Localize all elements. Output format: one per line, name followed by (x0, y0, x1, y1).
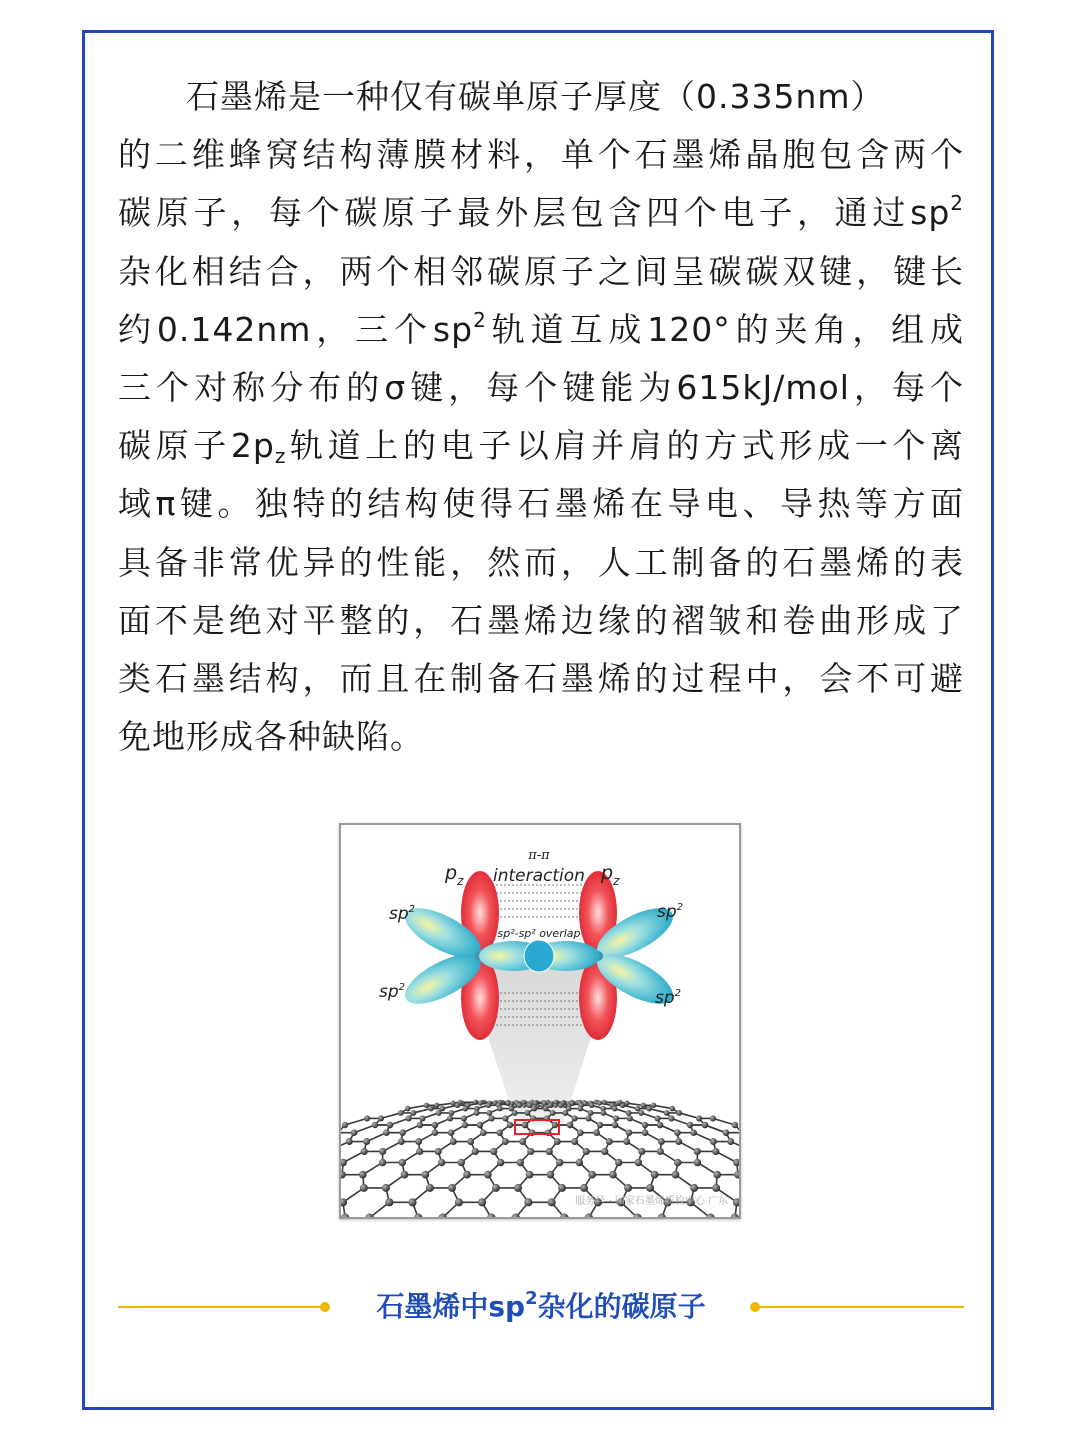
lattice-atom (424, 1103, 429, 1108)
lattice-atom (359, 1171, 367, 1179)
paragraph-line: 具备非常优异的性能，然而，人工制备的石墨烯的表 (118, 542, 964, 582)
body-paragraph (118, 68, 964, 766)
lattice-atom (583, 1148, 590, 1155)
lattice-atom (527, 1148, 534, 1155)
lattice-atom (732, 1122, 738, 1128)
lattice-atom (646, 1106, 652, 1112)
lattice-atom (438, 1159, 445, 1166)
lattice-atom (664, 1110, 670, 1116)
paragraph-line: 域π键。独特的结构使得石墨烯在导电、导热等方面 (118, 484, 964, 524)
lattice-atom (526, 1171, 534, 1179)
lattice-atom (341, 1214, 349, 1217)
lattice-atom (365, 1214, 373, 1217)
lattice-atom (642, 1122, 648, 1128)
lattice-atom (489, 1115, 495, 1121)
lattice-atom (379, 1148, 386, 1155)
lattice-atom (448, 1110, 454, 1116)
paragraph-line: 杂化相结合，两个相邻碳原子之间呈碳碳双键，键长 (118, 251, 964, 291)
lattice-atom (378, 1115, 384, 1121)
lattice-atom (517, 1159, 524, 1166)
lattice-atom (502, 1138, 509, 1145)
lattice-atom (428, 1106, 434, 1112)
lattice-atom (723, 1129, 730, 1136)
lattice-atom (702, 1122, 708, 1128)
lattice-atom (448, 1184, 456, 1192)
lattice-atom (733, 1159, 739, 1166)
lattice-atom (527, 1103, 532, 1108)
lattice-atom (627, 1115, 633, 1121)
lattice-atom (450, 1138, 457, 1145)
lattice-atom (524, 1198, 532, 1206)
lattice-atom (398, 1110, 404, 1116)
lattice-atom (490, 1148, 497, 1155)
lattice-atom (383, 1129, 390, 1136)
lattice-atom (342, 1122, 348, 1128)
lattice-bond (679, 1113, 699, 1118)
lattice-atom (710, 1138, 717, 1145)
lattice-atom (727, 1138, 734, 1145)
interaction-label: interaction (493, 866, 585, 886)
lattice-atom (734, 1171, 739, 1179)
lattice-atom (567, 1122, 573, 1128)
lattice-atom (387, 1122, 393, 1128)
lattice-atom (612, 1122, 618, 1128)
lattice-atom (346, 1138, 353, 1145)
lattice-atom (554, 1104, 558, 1108)
lattice-atom (612, 1106, 618, 1112)
sp2-label-lower-left: $sp^2$ (379, 982, 406, 1002)
lattice-atom (710, 1115, 716, 1121)
lattice-atom (547, 1198, 555, 1206)
lattice-atom (580, 1184, 588, 1192)
lattice-atom (341, 1171, 346, 1179)
lattice-atom (642, 1129, 649, 1136)
lattice-atom (398, 1138, 405, 1145)
sp2-label-lower-right: $sp^2$ (655, 988, 682, 1008)
lattice-atom (522, 1100, 527, 1105)
paragraph-line: 三个对称分布的σ键，每个键能为615kJ/mol，每个 (118, 368, 964, 408)
lattice-atom (542, 1101, 547, 1106)
lattice-atom (401, 1171, 409, 1179)
lattice-atom (408, 1198, 416, 1206)
lattice-atom (533, 1101, 538, 1106)
lattice-atom (694, 1148, 701, 1155)
lattice-atom (597, 1101, 602, 1106)
lattice-atom (556, 1159, 563, 1166)
lattice-atom (554, 1138, 561, 1145)
lattice-atom (458, 1159, 465, 1166)
lattice-atom (379, 1159, 386, 1166)
lattice-atom (360, 1184, 368, 1192)
lattice-atom (606, 1138, 613, 1145)
lattice-atom (502, 1115, 508, 1121)
lattice-atom (497, 1159, 504, 1166)
lattice-atom (641, 1103, 646, 1108)
figure-caption-row (118, 1285, 964, 1329)
figure-caption: 石墨烯中$sp^2$杂化的碳原子 (376, 1288, 706, 1323)
lattice-atom (473, 1100, 478, 1105)
lattice-atom (588, 1171, 596, 1179)
lattice-atom (588, 1110, 594, 1116)
lattice-atom (593, 1129, 600, 1136)
lattice-atom (600, 1110, 606, 1116)
lattice-atom (472, 1148, 479, 1155)
lattice-atom (543, 1106, 549, 1112)
lattice-atom (414, 1214, 422, 1217)
lattice-atom (690, 1129, 697, 1136)
lattice-atom (657, 1148, 664, 1155)
lattice-atom (486, 1103, 491, 1108)
lattice-atom (462, 1106, 468, 1112)
lattice-atom (372, 1122, 378, 1128)
lattice-atom (577, 1106, 583, 1112)
lattice-atom (416, 1148, 423, 1155)
lattice-atom (597, 1122, 603, 1128)
pz-label-left: $p_z$ (445, 862, 464, 888)
lattice-atom (531, 1106, 537, 1112)
lattice-atom (687, 1122, 693, 1128)
lattice-atom (569, 1101, 574, 1106)
lattice-atom (601, 1148, 608, 1155)
lattice-bond (705, 1125, 726, 1133)
lattice-atom (455, 1198, 463, 1206)
lattice-atom (341, 1159, 347, 1166)
paragraph-line: 约0.142nm，三个$sp^2$轨道互成120°的夹角，组成 (118, 307, 964, 349)
lattice-atom (505, 1101, 510, 1106)
lattice-atom (617, 1100, 622, 1105)
lattice-atom (477, 1122, 483, 1128)
lattice-atom (712, 1148, 719, 1155)
lattice-atom (415, 1138, 422, 1145)
lattice-atom (651, 1171, 659, 1179)
paragraph-line: 免地形成各种缺陷。 (118, 717, 424, 757)
lattice-atom (613, 1115, 619, 1121)
lattice-atom (690, 1184, 698, 1192)
lattice-atom (478, 1198, 486, 1206)
lattice-atom (550, 1110, 556, 1116)
lattice-atom (497, 1106, 503, 1112)
orbital-diagram (341, 825, 739, 1217)
lattice-atom (507, 1122, 513, 1128)
lattice-atom (361, 1148, 368, 1155)
lattice-bond (354, 1125, 375, 1133)
lattice-atom (713, 1171, 721, 1179)
lattice-atom (658, 1214, 666, 1217)
lattice-atom (576, 1159, 583, 1166)
lattice-atom (545, 1129, 552, 1136)
paragraph-line: 面不是绝对平整的，石墨烯边缘的褶皱和卷曲形成了 (118, 600, 964, 640)
lattice-atom (519, 1138, 526, 1145)
lattice-atom (486, 1110, 492, 1116)
lattice-atom (351, 1129, 358, 1136)
lattice-atom (577, 1129, 584, 1136)
lattice-atom (480, 1129, 487, 1136)
lattice-atom (435, 1148, 442, 1155)
lattice-atom (455, 1103, 460, 1108)
lattice-atom (514, 1184, 522, 1192)
lattice-atom (426, 1184, 434, 1192)
lattice-atom (529, 1129, 536, 1136)
lattice-atom (585, 1115, 591, 1121)
lattice-atom (674, 1129, 681, 1136)
lattice-atom (668, 1115, 674, 1121)
pz-label-right: $p_z$ (601, 862, 620, 888)
lattice-atom (522, 1122, 528, 1128)
lattice-atom (674, 1159, 681, 1166)
paragraph-line: 类石墨结构，而且在制备石墨烯的过程中，会不可避 (118, 659, 964, 699)
lattice-atom (417, 1122, 423, 1128)
lattice-atom (463, 1171, 471, 1179)
lattice-atom (571, 1138, 578, 1145)
lattice-atom (638, 1110, 644, 1116)
lattice-atom (562, 1110, 568, 1116)
pi-pi-label: π-π (528, 848, 550, 863)
lattice-atom (626, 1129, 633, 1136)
lattice-atom (478, 1101, 483, 1106)
lattice-atom (406, 1115, 412, 1121)
lattice-atom (623, 1138, 630, 1145)
paragraph-line: 的二维蜂窝结构薄膜材料，单个石墨烯晶胞包含两个 (118, 135, 964, 175)
sp2-label-upper-left: $sp^2$ (389, 904, 416, 924)
lattice-atom (638, 1148, 645, 1155)
sp2-orbital-figure (339, 823, 741, 1219)
lattice-atom (712, 1184, 720, 1192)
watermark: 服务号 · 国家石墨烯质检中心 广东 (575, 1196, 728, 1207)
lattice-atom (626, 1110, 632, 1116)
lattice-atom (399, 1129, 406, 1136)
lattice-atom (572, 1115, 578, 1121)
lattice-atom (694, 1159, 701, 1166)
lattice-atom (706, 1214, 714, 1217)
lattice-atom (589, 1103, 594, 1108)
lattice-atom (635, 1159, 642, 1166)
sp2-overlap-region (479, 940, 600, 972)
lattice-atom (731, 1214, 739, 1217)
lattice-atom (676, 1110, 682, 1116)
lattice-atom (436, 1110, 442, 1116)
lattice-atom (672, 1171, 680, 1179)
lattice-atom (654, 1115, 660, 1121)
lattice-bond (381, 1113, 401, 1118)
lattice-atom (364, 1115, 370, 1121)
lattice-atom (524, 1110, 530, 1116)
lattice-atom (462, 1122, 468, 1128)
lattice-atom (675, 1138, 682, 1145)
paragraph-line: 碳原子$2p_z$轨道上的电子以肩并肩的方式形成一个离 (118, 426, 965, 469)
lattice-atom (496, 1129, 503, 1136)
lattice-atom (447, 1115, 453, 1121)
lattice-atom (696, 1115, 702, 1121)
lattice-atom (474, 1110, 480, 1116)
lattice-atom (552, 1122, 558, 1128)
lattice-bond (408, 1105, 427, 1108)
lattice-atom (512, 1110, 518, 1116)
lattice-atom (405, 1106, 411, 1112)
lattice-atom (363, 1138, 370, 1145)
lattice-atom (421, 1171, 429, 1179)
lattice-atom (385, 1198, 393, 1206)
paragraph-line: 石墨烯是一种仅有碳单原子厚度（0.335nm） (186, 77, 885, 116)
overlap-label: sp²-sp² overlap (497, 927, 581, 940)
lattice-atom (432, 1129, 439, 1136)
sp2-label-upper-right: $sp^2$ (657, 902, 684, 922)
lattice-atom (602, 1100, 607, 1105)
lattice-atom (492, 1184, 500, 1192)
lattice-atom (658, 1138, 665, 1145)
lattice-atom (548, 1103, 553, 1108)
paragraph-line: 碳原子，每个碳原子最外层包含四个电子，通过$sp^2$ (118, 191, 964, 233)
lattice-atom (624, 1101, 629, 1106)
lattice-atom (434, 1103, 439, 1108)
lattice-atom (624, 1184, 632, 1192)
lattice-atom (382, 1184, 390, 1192)
lattice-atom (467, 1138, 474, 1145)
lattice-atom (657, 1122, 663, 1128)
lattice-atom (432, 1122, 438, 1128)
lattice-atom (558, 1103, 563, 1108)
lattice-atom (546, 1148, 553, 1155)
lattice-atom (669, 1106, 675, 1112)
lattice-atom (609, 1171, 617, 1179)
lattice-atom (461, 1115, 467, 1121)
lattice-atom (517, 1103, 522, 1108)
lattice-atom (410, 1110, 416, 1116)
lattice-atom (646, 1184, 654, 1192)
lattice-atom (448, 1129, 455, 1136)
caption-divider-right (758, 1306, 964, 1308)
lattice-bond (345, 1118, 367, 1125)
lattice-atom (419, 1115, 425, 1121)
lattice-atom (558, 1184, 566, 1192)
lattice-atom (399, 1159, 406, 1166)
lattice-atom (484, 1171, 492, 1179)
lattice-bond (654, 1105, 673, 1108)
lattice-atom (615, 1159, 622, 1166)
lattice-atom (651, 1103, 656, 1108)
lattice-atom (547, 1171, 555, 1179)
lattice-bond (713, 1118, 735, 1125)
